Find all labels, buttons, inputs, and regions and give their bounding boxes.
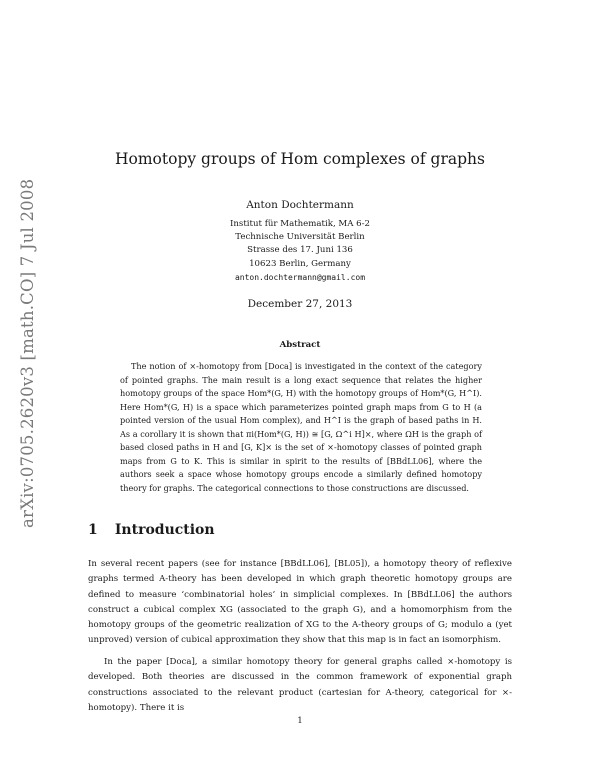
affiliation-line: 10623 Berlin, Germany bbox=[249, 258, 351, 269]
page-number: 1 bbox=[297, 716, 303, 726]
section-title: Introduction bbox=[114, 522, 215, 538]
paper-title: Homotopy groups of Hom complexes of graphs bbox=[115, 150, 485, 168]
affiliation-line: Strasse des 17. Juni 136 bbox=[247, 245, 353, 256]
affiliation-line: Technische Universität Berlin bbox=[235, 232, 365, 243]
section-number: 1 bbox=[88, 522, 98, 538]
affiliation-line: Institut für Mathematik, MA 6-2 bbox=[230, 219, 370, 229]
abstract-heading: Abstract bbox=[279, 340, 321, 350]
author-name: Anton Dochtermann bbox=[246, 199, 354, 211]
body-paragraph: In the paper [Doca], a similar homotopy theory for general graphs called ×-homotopy is developed. Both theories are discussed in the common framework of exponential graph constructions associated to the relevant product (cartesian for A-theory, categorical for ×-homotopy). There it is bbox=[88, 657, 512, 713]
abstract-text: The notion of ×-homotopy from [Doca] is investigated in the context of the category of pointed graphs. The main result is a long exact sequence that relates the higher homotopy groups of the space Hom*(G, H) with the homotopy groups of Hom*(G, H^I). Here Hom*(G, H) is a space which parameterizes pointed graph maps from G to H (a pointed version of the usual Hom complex), and H^I is the graph of based paths in H. As a corollary it is shown that πi(Hom*(G, H)) ≅ [G, Ω^i H]×, where ΩH is the graph of based closed paths in H and [G, K]× is the set of ×-homotopy classes of pointed graph maps from G to K. This is similar in spirit to the results of [BBdLL06], where the authors seek a space whose homotopy groups encode a similarly defined homotopy theory for graphs. The categorical connections to those constructions are discussed. bbox=[120, 361, 482, 493]
arxiv-identifier-stamp: arXiv:0705.2620v3 [math.CO] 7 Jul 2008 bbox=[18, 178, 37, 528]
body-paragraph: In several recent papers (see for instance [BBdLL06], [BL05]), a homotopy theory of reflexive graphs termed A-theory has been developed in which graph theoretic homotopy groups are defined to measure ‘combinatorial holes’ in simplicial complexes. In [BBdLL06] the authors construct a cubical complex XG (associated to the graph G), and a homomorphism from the homotopy groups of the geometric realization of XG to the A-theory groups of G; modulo a (yet unproved) version of cubical approximation they show that this map is in fact an isomorphism. bbox=[88, 559, 512, 646]
author-affiliation bbox=[0, 218, 600, 284]
author-email: anton.dochtermann@gmail.com bbox=[234, 272, 366, 282]
section-heading bbox=[88, 522, 215, 538]
paper-date: December 27, 2013 bbox=[247, 298, 353, 310]
